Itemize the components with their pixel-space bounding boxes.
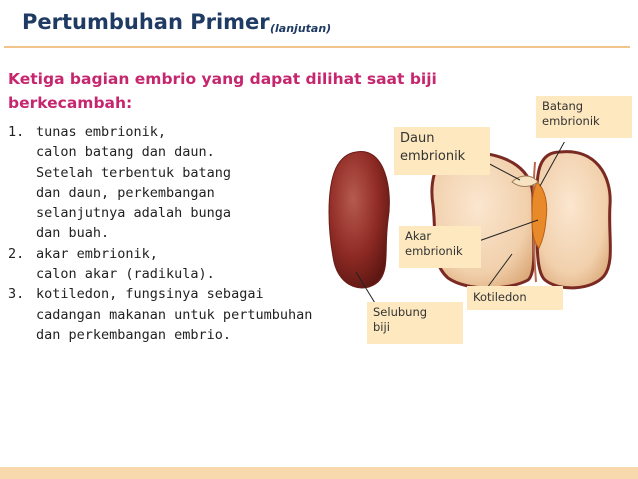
label-line: embrionik — [542, 114, 600, 128]
label-line: biji — [373, 320, 390, 334]
content-heading: Ketiga bagian embrio yang dapat dilihat saat biji berkecambah: — [8, 70, 437, 112]
slide-title: Pertumbuhan Primer — [22, 10, 270, 34]
list-line: dan daun, perkembangan — [36, 184, 215, 201]
list-line: tunas embrionik, — [36, 124, 167, 140]
label-selubung-biji — [367, 302, 463, 344]
list-number: 2. — [8, 245, 25, 262]
title-bar — [0, 0, 638, 50]
list-number: 1. — [8, 124, 25, 140]
embryo-parts-list — [8, 122, 312, 345]
list-line: calon batang dan daun. — [36, 144, 215, 161]
list-line: dan perkembangan embrio. — [36, 326, 232, 343]
list-item — [8, 122, 312, 244]
label-line: Selubung — [373, 305, 428, 319]
label-line: embrionik — [400, 149, 466, 164]
footer-bar — [0, 467, 638, 479]
list-line: selanjutnya adalah bunga — [36, 205, 232, 222]
label-line: Daun — [400, 131, 435, 146]
list-line: cadangan makanan untuk pertumbuhan — [36, 306, 313, 323]
label-daun-embrionik — [394, 127, 490, 175]
label-batang-embrionik — [536, 96, 632, 138]
list-line: Setelah terbentuk batang — [36, 164, 232, 181]
label-kotiledon — [467, 286, 563, 310]
list-line: dan buah. — [36, 225, 110, 242]
slide-subtitle: (lanjutan) — [270, 22, 332, 35]
label-akar-embrionik — [399, 226, 481, 268]
list-item — [8, 284, 312, 345]
whole-bean — [329, 151, 389, 287]
list-line: calon akar (radikula). — [36, 266, 215, 283]
list-number: 3. — [8, 286, 25, 303]
list-item — [8, 244, 312, 285]
title-divider — [4, 46, 630, 48]
label-line: embrionik — [405, 244, 463, 258]
list-line: kotiledon, fungsinya sebagai — [36, 286, 264, 303]
list-line: akar embrionik, — [36, 245, 158, 262]
label-line: Kotiledon — [473, 290, 527, 304]
label-line: Akar — [405, 229, 432, 243]
label-line: Batang — [542, 99, 584, 113]
